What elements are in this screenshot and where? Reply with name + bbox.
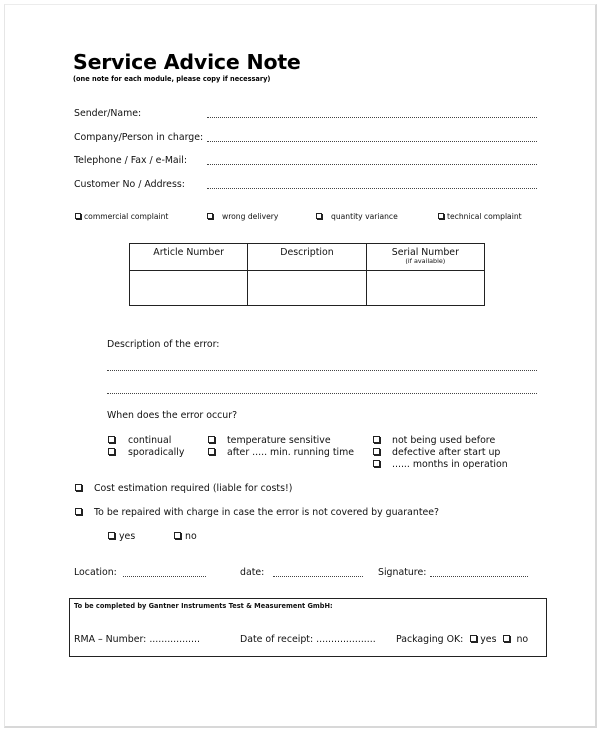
serial-number-cell[interactable] (366, 271, 484, 306)
date-of-receipt (240, 634, 376, 645)
repair-yes[interactable]: yes (108, 531, 135, 542)
packaging-yes-label: yes (480, 634, 497, 645)
company-field[interactable] (207, 141, 537, 142)
complaint-technical[interactable]: technical complaint (438, 212, 522, 221)
telephone-label: Telephone / Fax / e-Mail: (74, 155, 188, 166)
error-description-line-1[interactable] (107, 370, 537, 371)
location-field[interactable] (123, 576, 206, 577)
error-description-label: Description of the error: (107, 339, 220, 350)
description-cell[interactable] (248, 271, 366, 306)
option-after-running-time[interactable]: after ..... min. running time (208, 447, 354, 458)
checkbox-icon[interactable] (438, 213, 444, 219)
column-description: Description (248, 244, 366, 271)
customer-no-field[interactable] (207, 188, 537, 189)
receipt-field[interactable]: .................... (316, 634, 376, 645)
option-cost-estimation[interactable]: Cost estimation required (liable for costs!) (75, 483, 292, 494)
signature-label: Signature: (378, 567, 427, 578)
sender-name-field[interactable] (207, 117, 537, 118)
page-subtitle: (one note for each module, please copy if necessary) (73, 75, 271, 83)
checkbox-icon[interactable] (108, 532, 115, 539)
packaging-no-label: no (516, 634, 529, 645)
customer-no-label: Customer No / Address: (74, 179, 185, 190)
checkbox-icon[interactable] (208, 448, 215, 455)
complaint-commercial[interactable]: commercial complaint (75, 212, 168, 221)
signature-field[interactable] (430, 576, 528, 577)
rma-field[interactable]: ................. (149, 634, 200, 645)
option-defective-after-start[interactable]: defective after start up (373, 447, 500, 458)
company-label: Company/Person in charge: (74, 132, 204, 143)
packaging-label: Packaging OK: (396, 634, 464, 645)
complaint-quantity-variance[interactable]: quantity variance (316, 212, 398, 221)
error-description-line-2[interactable] (107, 393, 537, 394)
checkbox-icon[interactable] (174, 532, 181, 539)
article-table-header (130, 244, 485, 271)
checkbox-icon[interactable] (503, 635, 510, 642)
rma-label: RMA – Number: (74, 634, 147, 645)
repair-no[interactable]: no (174, 531, 197, 542)
option-temperature-sensitive[interactable]: temperature sensitive (208, 435, 331, 446)
column-serial-number: Serial Number (if available) (366, 244, 484, 271)
receipt-label: Date of receipt: (240, 634, 314, 645)
option-not-used-before[interactable]: not being used before (373, 435, 495, 446)
checkbox-icon[interactable] (75, 508, 82, 515)
telephone-field[interactable] (207, 164, 537, 165)
rma-number (74, 634, 200, 645)
article-table (129, 243, 485, 306)
checkbox-icon[interactable] (316, 213, 322, 219)
packaging-ok (396, 634, 528, 645)
table-row (130, 271, 485, 306)
location-label: Location: (74, 567, 117, 578)
checkbox-icon[interactable] (75, 484, 82, 491)
internal-use-box (69, 598, 547, 657)
sender-name-label: Sender/Name: (74, 108, 142, 119)
error-occurrence-question: When does the error occur? (107, 410, 238, 421)
checkbox-icon[interactable] (373, 448, 380, 455)
checkbox-icon[interactable] (207, 213, 213, 219)
checkbox-icon[interactable] (373, 436, 380, 443)
option-sporadically[interactable]: sporadically (108, 447, 184, 458)
checkbox-icon[interactable] (373, 460, 380, 467)
article-number-cell[interactable] (130, 271, 248, 306)
internal-box-heading: To be completed by Gantner Instruments Test & Measurement GmbH: (74, 602, 333, 610)
checkbox-icon[interactable] (75, 213, 81, 219)
checkbox-icon[interactable] (470, 635, 477, 642)
option-months-in-operation[interactable]: ...... months in operation (373, 459, 508, 470)
date-label: date: (240, 567, 265, 578)
complaint-wrong-delivery[interactable]: wrong delivery (207, 212, 278, 221)
option-repair-with-charge[interactable]: To be repaired with charge in case the error is not covered by guarantee? (75, 507, 439, 518)
checkbox-icon[interactable] (108, 448, 115, 455)
column-article-number: Article Number (130, 244, 248, 271)
checkbox-icon[interactable] (208, 436, 215, 443)
option-continual[interactable]: continual (108, 435, 171, 446)
checkbox-icon[interactable] (108, 436, 115, 443)
date-field[interactable] (273, 576, 363, 577)
page-title: Service Advice Note (73, 50, 301, 74)
